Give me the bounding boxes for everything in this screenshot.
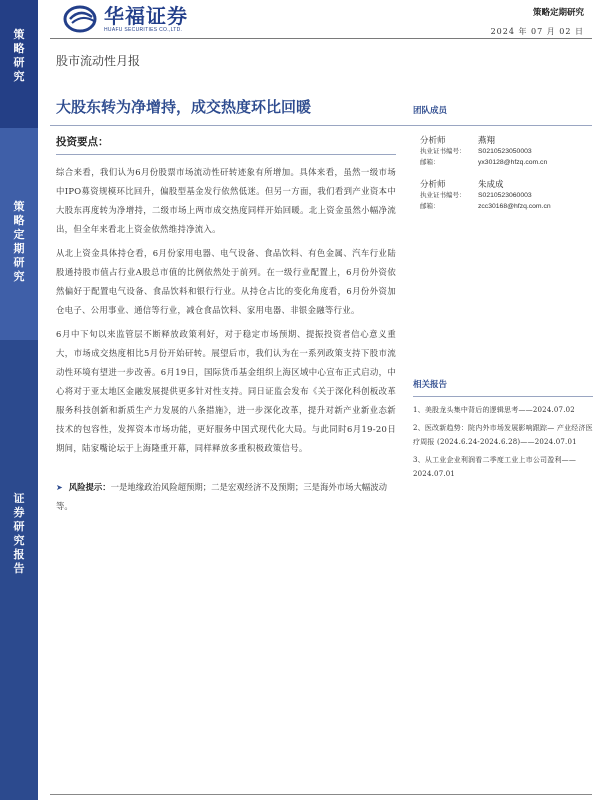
series-name: 股市流动性月报 <box>56 54 141 68</box>
analyst-name: 燕翔 <box>478 136 496 146</box>
analyst-role: 分析师 <box>420 180 446 190</box>
license-label: 执业证书编号： <box>420 191 466 199</box>
license-number: S0210523060003 <box>478 192 532 199</box>
main-content <box>56 134 396 516</box>
logo-cn-text: 华福证券 <box>104 4 188 28</box>
key-points-heading: 投资要点： <box>56 136 109 148</box>
email-label: 邮箱： <box>420 202 440 210</box>
related-reports <box>413 378 593 485</box>
title-divider <box>50 125 592 126</box>
footer-divider <box>50 794 592 795</box>
related-report-item[interactable]: 3、从工业企业利润看二季度工业上市公司盈利——2024.07.01 <box>413 456 577 478</box>
related-report-item[interactable]: 2、医改新趋势：院内外市场发展影响跟踪— 产业经济医疗周报 (2024.6.24-2024.6.28)——2024.07.01 <box>413 424 593 446</box>
arrow-right-icon: ➤ <box>56 483 63 492</box>
analyst-role: 分析师 <box>420 136 446 146</box>
related-divider <box>413 396 593 397</box>
analyst-email[interactable]: zcc30168@hfzq.com.cn <box>478 203 551 210</box>
paragraph-outlook: 6月中下旬以来监管层不断释放政策利好，对于稳定市场预期、提振投资者信心意义重大，市场成交热度相比5月份开始矸转。展望后市，我们认为在一系列政策支持下股市流动性环境有望进一步改善。6月19日，国际货币基金组织上海区域中心宣布正式启动，中心将对于亚太地区金融发展提供更多针对性支持。同日证监会发布《关于深化科创板改革服务科技创新和新质生产力发展的八条措施》，进一步深化改革，提升对新产业新业态新技术的包容性，发挥资本市场功能，更好服务中国式现代化大局。与此同时6月19-20日期间，陆家嘴论坛于上海隆重开幕，同样释放多重积极政策信号。 <box>56 329 396 453</box>
email-label: 邮箱： <box>420 158 440 166</box>
paragraph-northbound: 从北上资金具体持仓看，6月份家用电器、电气设备、食品饮料、有色金属、汽车行业陆股通持股市值占行业A股总市值的比例依然处于前列。在一级行业配置上，6月份外资依然偏好于配置电气设备、食品饮料和银行行业。从持仓占比的变化角度看，6月份外资加仓电子、公用事业、通信等行业，减仓食品饮料、家用电器、非银金融等行业。 <box>56 248 396 315</box>
analyst-name: 朱成成 <box>478 180 504 190</box>
company-logo <box>62 4 188 34</box>
sidebar <box>0 0 38 800</box>
key-points-divider <box>56 154 396 155</box>
analyst-card <box>420 134 590 168</box>
analyst-card <box>420 178 590 212</box>
report-type: 策略定期研究 <box>532 8 584 18</box>
related-report-item[interactable]: 1、美股龙头集中背后的逻辑思考——2024.07.02 <box>413 406 575 414</box>
license-number: S0210523050003 <box>478 148 532 155</box>
risk-warning <box>56 478 396 516</box>
header-divider <box>50 38 592 39</box>
risk-label: 风险提示： <box>68 482 111 492</box>
analyst-email[interactable]: yx30128@hfzq.com.cn <box>478 159 548 166</box>
logo-en-text: HUAFU SECURITIES CO.,LTD. <box>104 27 183 33</box>
analyst-list <box>420 134 590 222</box>
report-date: 2024 年 07 月 02 日 <box>490 27 584 36</box>
sidebar-label-periodic: 策 略 定 期 研 究 <box>13 200 25 283</box>
paragraph-summary: 综合来看，我们认为6月份股票市场流动性矸转迹象有所增加。具体来看，虽然一级市场中IPO募资规模环比回升，偏股型基金发行依然低迷。但另一方面，我们看到产业资本中大股东再度转为净增持，二级市场上两市成交热度同样开始回暖。北上资金虽然小幅净流出，但全年来看北上资金依然维持净流入。 <box>56 167 396 234</box>
report-title: 大股东转为净增持，成交热度环比回暖 <box>56 98 312 116</box>
sidebar-label-securities-report: 证 券 研 究 报 告 <box>13 492 25 575</box>
report-meta <box>491 6 584 37</box>
license-label: 执业证书编号： <box>420 147 466 155</box>
logo-mark-icon <box>62 4 104 34</box>
sidebar-label-strategy: 策 略 研 究 <box>13 28 25 83</box>
related-reports-heading: 相关报告 <box>413 380 448 390</box>
team-members-heading: 团队成员 <box>413 106 448 116</box>
risk-text: 一是地缘政治风险超预期；二是宏观经济不及预期；三是海外市场大幅波动等。 <box>56 482 387 511</box>
